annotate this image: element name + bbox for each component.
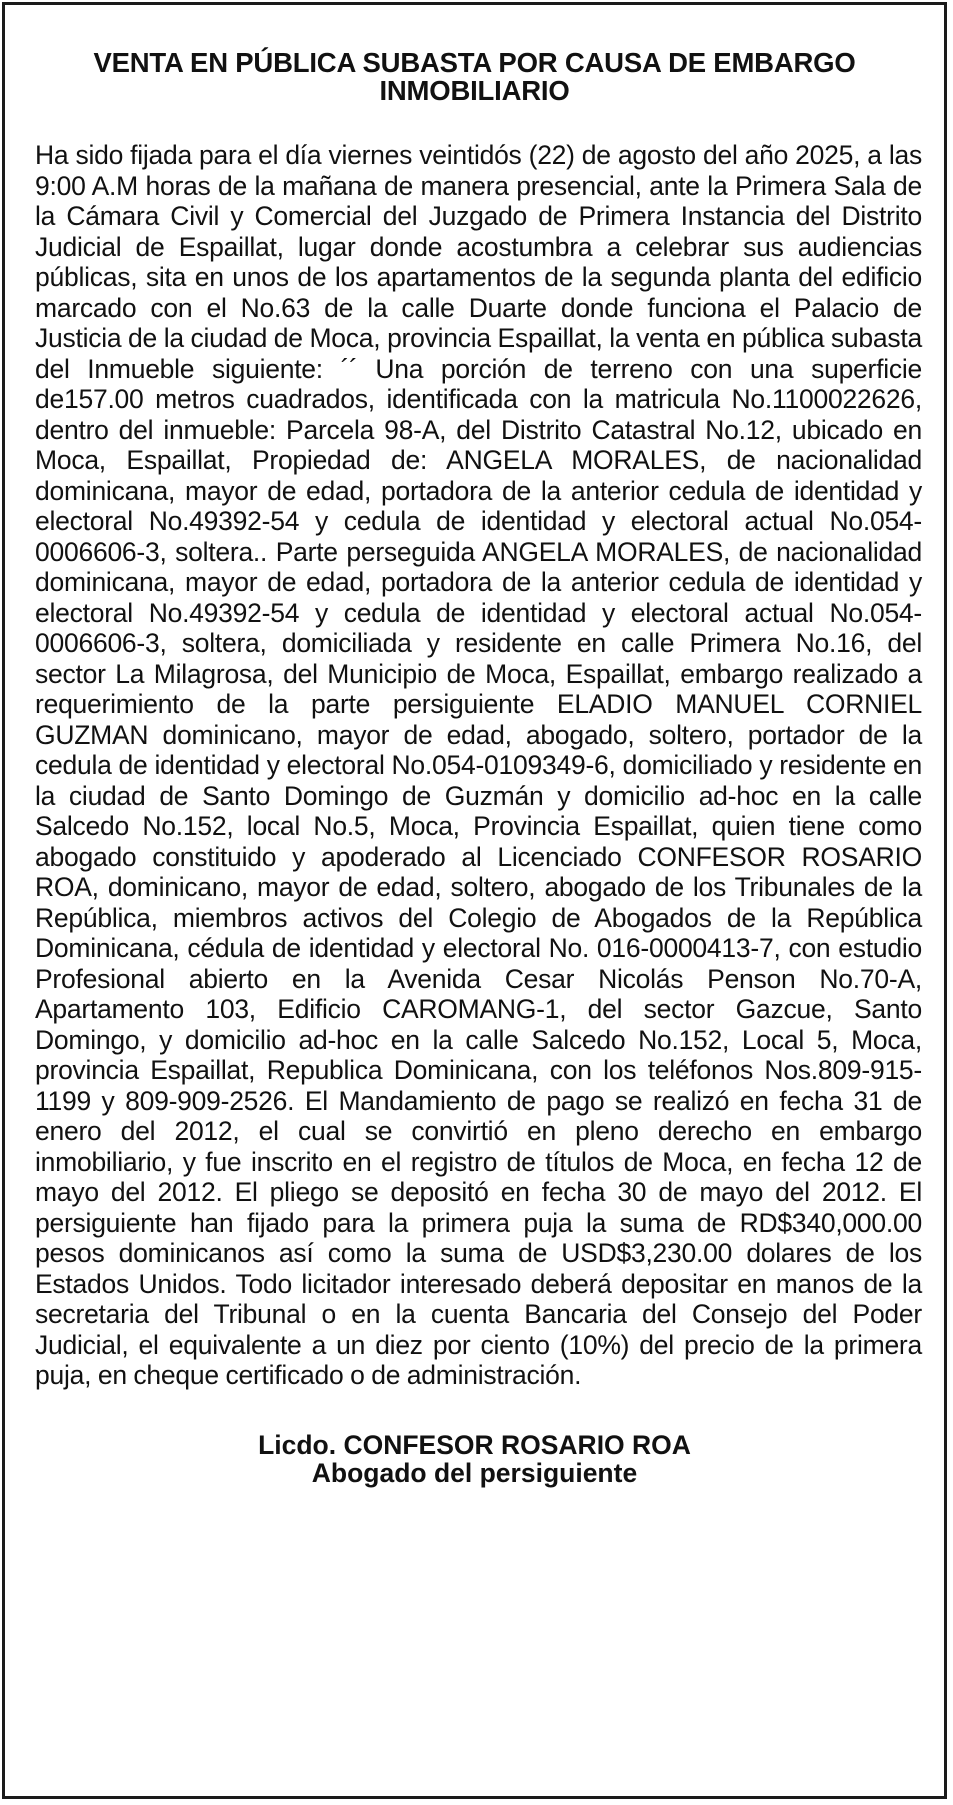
notice-title: VENTA EN PÚBLICA SUBASTA POR CAUSA DE EMBARGO INMOBILIARIO <box>93 47 856 106</box>
signature-block <box>5 1431 944 1487</box>
notice-body: Ha sido fijada para el día viernes veintidós (22) de agosto del año 2025, a las 9:00 A.M horas de la mañana de manera presencial, ante la Primera Sala de la Cámara Civil y Comercial del Juzgado de Primera Instancia del Distrito Judicial de Espaillat, lugar donde acostumbra a celebrar sus audiencias públicas, sita en unos de los apartamentos de la segunda planta del edificio marcado con el No.63 de la calle Duarte donde funciona el Palacio de Justicia de la ciudad de Moca, provincia Espaillat, la venta en pública subasta del Inmueble siguiente: ´´ Una porción de terreno con una superficie de157.00 metros cuadrados, identificada con la matricula No.1100022626, dentro del inmueble: Parcela 98-A, del Distrito Catastral No.12, ubicado en Moca, Espaillat, Propiedad de: ANGELA MORALES, de nacionalidad dominicana, mayor de edad, portadora de la anterior cedula de identidad y electoral No.49392-54 y cedula de identidad y electoral actual No.054-0006606-3, soltera.. Parte perseguida ANGELA MORALES, de nacionalidad dominicana, mayor de edad, portadora de la anterior cedula de identidad y electoral No.49392-54 y cedula de identidad y electoral actual No.054-0006606-3, soltera, domiciliada y residente en calle Primera No.16, del sector La Milagrosa, del Municipio de Moca, Espaillat, embargo realizado a requerimiento de la parte persiguiente ELADIO MANUEL CORNIEL GUZMAN dominicano, mayor de edad, abogado, soltero, portador de la cedula de identidad y electoral No.054-0109349-6, domiciliado y residente en la ciudad de Santo Domingo de Guzmán y domicilio ad-hoc en la calle Salcedo No.152, local No.5, Moca, Provincia Espaillat, quien tiene como abogado constituido y apoderado al Licenciado CONFESOR ROSARIO ROA, dominicano, mayor de edad, soltero, abogado de los Tribunales de la República, miembros activos del Colegio de Abogados de la República Dominicana, cédula de identidad y electoral No. 016-0000413-7, con estudio Profesional abierto en la Avenida Cesar Nicolás Penson No.70-A, Apartamento 103, Edificio CAROMANG-1, del sector Gazcue, Santo Domingo, y domicilio ad-hoc en la calle Salcedo No.152, Local 5, Moca, provincia Espaillat, Republica Dominicana, con los teléfonos Nos.809-915-1199 y 809-909-2526. El Mandamiento de pago se realizó en fecha 31 de enero del 2012, el cual se convirtió en pleno derecho en embargo inmobiliario, y fue inscrito en el registro de títulos de Moca, en fecha 12 de mayo del 2012. El pliego se depositó en fecha 30 de mayo del 2012. El persiguiente han fijado para la primera puja la suma de RD$340,000.00 pesos dominicanos así como la suma de USD$3,230.00 dolares de los Estados Unidos. Todo licitador interesado deberá depositar en manos de la secretaria del Tribunal o en la cuenta Bancaria del Consejo del Poder Judicial, el equivalente a un diez por ciento (10%) del precio de la primera puja, en cheque certificado o de administración. <box>35 140 922 1390</box>
signature-role: Abogado del persiguiente <box>311 1457 638 1488</box>
legal-notice <box>2 2 947 1799</box>
signature-name: Licdo. CONFESOR ROSARIO ROA <box>258 1429 691 1460</box>
